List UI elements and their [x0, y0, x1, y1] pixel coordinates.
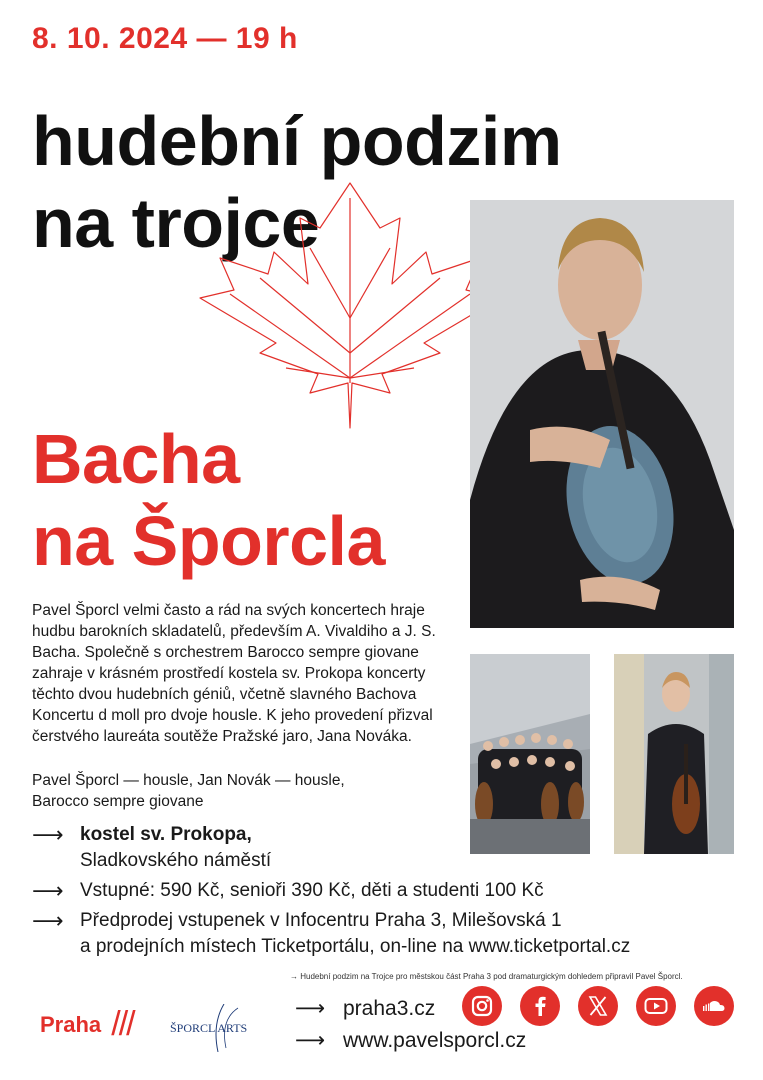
- youtube-icon[interactable]: [636, 986, 676, 1026]
- maple-leaf-icon: [190, 178, 510, 438]
- performers-line: Pavel Šporcl — housle, Jan Novák — housle,: [32, 772, 345, 789]
- link-praha3[interactable]: [295, 996, 435, 1021]
- series-title-line: hudební podzim: [32, 102, 562, 180]
- arrow-right-icon: ⟶: [295, 1029, 326, 1052]
- presale-info: [32, 908, 752, 960]
- performers-line: Barocco sempre giovane: [32, 793, 204, 810]
- praha-logo-bars: ///: [111, 1005, 134, 1043]
- concert-title-line: na Šporcla: [32, 502, 385, 580]
- concert-title-line: Bacha: [32, 420, 240, 498]
- presale-line: Předprodej vstupenek v Infocentru Praha 3, Milešovská 1: [80, 910, 562, 931]
- link-praha3-text[interactable]: praha3.cz: [343, 997, 436, 1020]
- x-icon[interactable]: [578, 986, 618, 1026]
- presale-line: a prodejních místech Ticketportálu, on-line na www.ticketportal.cz: [80, 936, 631, 957]
- violinist-portrait-photo: [470, 200, 734, 628]
- arrow-right-icon: ⟶: [32, 822, 64, 847]
- performers-credits: [32, 770, 452, 812]
- praha-logo: [40, 1002, 134, 1041]
- arrow-right-icon: ⟶: [32, 878, 64, 903]
- admission-info: [32, 878, 752, 904]
- instagram-icon[interactable]: [462, 986, 502, 1026]
- concert-description: Pavel Šporcl velmi často a rád na svých koncertech hraje hudbu barokních skladatelů, především A. Vivaldiho a J. S. Bacha. Společně s orchestrem Barocco sempre giovane zahraje v krásném prostředí kostela sv. Prokopa koncerty těchto dvou hudebních géniů, včetně slavného Bachova Koncertu d moll pro dvoje housle. K jeho provedení přizval čerstvého laureáta soutěže Pražské jaro, Jana Nováka.: [32, 602, 436, 745]
- facebook-icon[interactable]: [520, 986, 560, 1026]
- admission-prices: Vstupné: 590 Kč, senioři 390 Kč, děti a studenti 100 Kč: [80, 880, 544, 901]
- link-pavelsporcl[interactable]: [295, 1028, 526, 1053]
- arrow-right-icon: ⟶: [32, 908, 64, 933]
- soundcloud-icon[interactable]: [694, 986, 734, 1026]
- venue-info: [32, 822, 752, 874]
- organizer-note: → Hudební podzim na Trojce pro městskou část Praha 3 pod dramaturgickým dohledem připravil Pavel Šporcl.: [290, 972, 683, 981]
- concert-title: [32, 418, 385, 582]
- praha-logo-text: Praha: [40, 1012, 102, 1037]
- venue-address: Sladkovského náměstí: [80, 850, 272, 871]
- sporcl-arts-logo-text: ŠPORCL ARTS: [170, 1021, 248, 1035]
- sporcl-arts-logo: [168, 1004, 268, 1044]
- venue-name: kostel sv. Prokopa,: [80, 824, 252, 845]
- event-date: 8. 10. 2024 — 19 h: [32, 22, 298, 55]
- arrow-right-icon: ⟶: [295, 997, 326, 1020]
- series-title-line: na trojce: [32, 184, 320, 262]
- link-pavelsporcl-text[interactable]: www.pavelsporcl.cz: [343, 1029, 527, 1052]
